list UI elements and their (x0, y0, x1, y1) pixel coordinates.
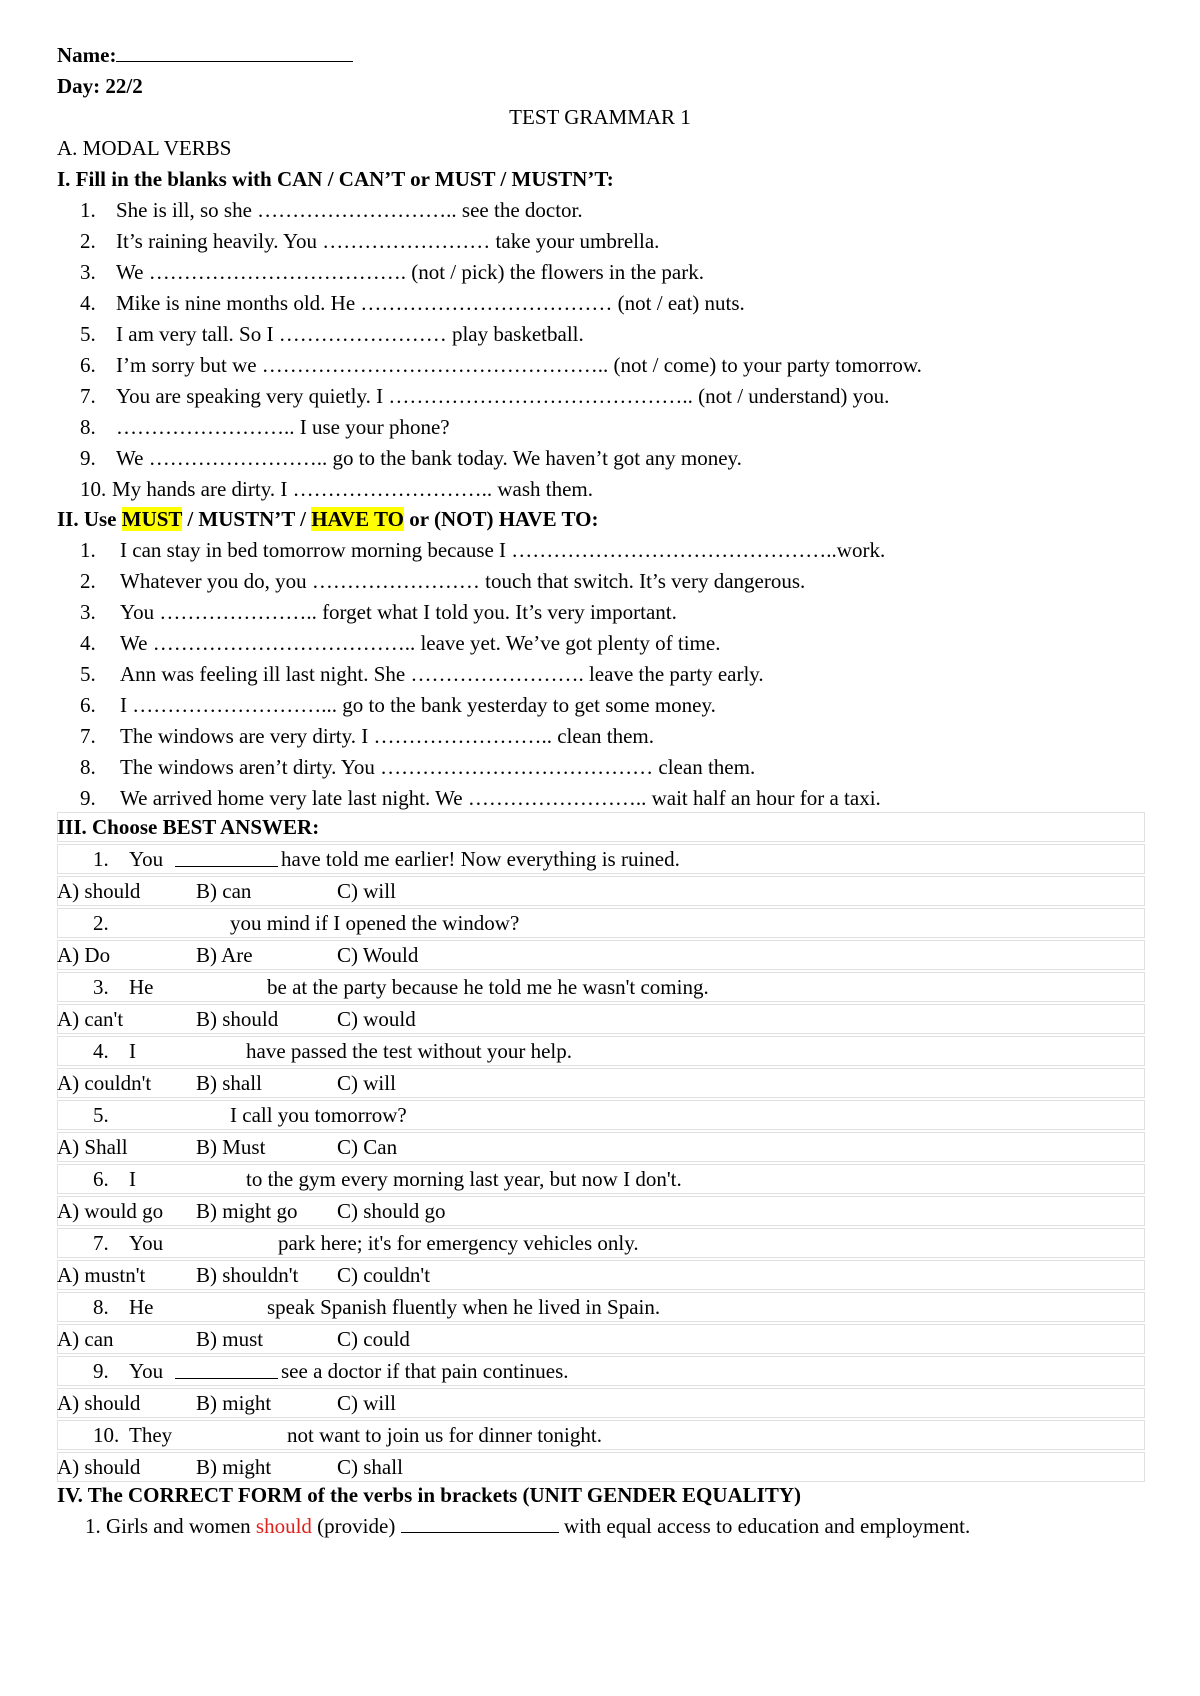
name-label: Name: (57, 43, 117, 67)
part1-item (80, 350, 922, 380)
question-subject: He (129, 975, 154, 999)
option-b[interactable]: B) Must (196, 1135, 266, 1159)
item-number: 9. (80, 786, 96, 810)
have-to-highlight: HAVE TO (311, 507, 405, 531)
option-a[interactable]: A) Shall (57, 1135, 128, 1159)
question-text: have told me earlier! Now everything is ruined. (281, 847, 680, 871)
item-number: 5. (80, 662, 96, 686)
part1-item (80, 319, 584, 349)
question-subject: You (129, 847, 164, 871)
question-subject: He (129, 1295, 154, 1319)
section-a-heading: A. MODAL VERBS (57, 136, 232, 160)
question-number: 1. (93, 847, 109, 871)
option-a[interactable]: A) couldn't (57, 1071, 152, 1095)
part2-item (80, 628, 720, 658)
question-text: you mind if I opened the window? (230, 911, 520, 935)
item-text: …………………….. I use your phone? (116, 415, 450, 439)
question-text: see a doctor if that pain continues. (281, 1359, 569, 1383)
item-number: 2. (80, 229, 96, 253)
question-subject: I (129, 1167, 136, 1191)
question-subject: You (129, 1359, 164, 1383)
question-blank[interactable] (175, 1356, 278, 1379)
item-text: The windows aren’t dirty. You ………………………………… clean them. (120, 755, 756, 779)
question-subject: I (129, 1039, 136, 1063)
item-number: 4. (80, 631, 96, 655)
option-b[interactable]: B) Are (196, 943, 253, 967)
name-blank[interactable] (116, 41, 353, 62)
option-c[interactable]: C) shall (337, 1455, 403, 1479)
question-text: speak Spanish fluently when he lived in Spain. (267, 1295, 661, 1319)
item-text: I ………………………... go to the bank yesterday to get some money. (120, 693, 716, 717)
part2-item (80, 783, 881, 813)
question-number: 7. (93, 1231, 109, 1255)
option-b[interactable]: B) should (196, 1007, 279, 1031)
item-text: Ann was feeling ill last night. She ……………………. leave the party early. (120, 662, 764, 686)
page-title: TEST GRAMMAR 1 (509, 105, 691, 129)
option-a[interactable]: A) can't (57, 1007, 124, 1031)
part2-item (80, 721, 654, 751)
answer-blank[interactable] (401, 1512, 559, 1533)
question-text: I call you tomorrow? (230, 1103, 407, 1127)
part1-item (80, 226, 659, 256)
part1-heading: I. Fill in the blanks with CAN / CAN’T or MUST / MUSTN’T: (57, 167, 614, 191)
option-a[interactable]: A) would go (57, 1199, 164, 1223)
option-b[interactable]: B) might (196, 1455, 272, 1479)
option-a[interactable]: A) mustn't (57, 1263, 146, 1287)
question-row-box (57, 908, 1145, 938)
must-highlight: MUST (121, 507, 183, 531)
question-number: 6. (93, 1167, 109, 1191)
option-a[interactable]: A) should (57, 879, 141, 903)
part1-item (80, 474, 593, 504)
question-number: 9. (93, 1359, 109, 1383)
part4-item-1: 1. Girls and women should (provide) with equal access to education and employment. (85, 1514, 971, 1538)
option-b[interactable]: B) can (196, 879, 252, 903)
item-text: We ………………………………. (not / pick) the flowers in the park. (116, 260, 704, 284)
name-line (57, 40, 353, 70)
question-text: not want to join us for dinner tonight. (287, 1423, 602, 1447)
part2-item (80, 597, 677, 627)
part2-item (80, 752, 755, 782)
option-c[interactable]: C) couldn't (337, 1263, 431, 1287)
item-number: 6. (80, 693, 96, 717)
part4-heading: IV. The CORRECT FORM of the verbs in brackets (UNIT GENDER EQUALITY) (57, 1483, 802, 1507)
item-number: 7. (80, 384, 96, 408)
question-number: 3. (93, 975, 109, 999)
option-b[interactable]: B) must (196, 1327, 264, 1351)
question-blank[interactable] (175, 844, 278, 867)
item-text: Mike is nine months old. He ……………………………… (not / eat) nuts. (116, 291, 745, 315)
option-c[interactable]: C) will (337, 1391, 396, 1415)
item-number: 5. (80, 322, 96, 346)
day-line: Day: 22/2 (57, 74, 143, 98)
part2-heading: II. Use MUST / MUSTN’T / HAVE TO or (NOT) HAVE TO: (57, 507, 599, 531)
item-number: 2. (80, 569, 96, 593)
item-number: 3. (80, 260, 96, 284)
option-b[interactable]: B) might (196, 1391, 272, 1415)
question-number: 4. (93, 1039, 109, 1063)
question-row-box (57, 1036, 1145, 1066)
item-number: 10. (80, 477, 107, 501)
option-c[interactable]: C) would (337, 1007, 416, 1031)
question-number: 8. (93, 1295, 109, 1319)
question-text: to the gym every morning last year, but now I don't. (246, 1167, 682, 1191)
question-text: be at the party because he told me he wasn't coming. (267, 975, 709, 999)
item-text: She is ill, so she ……………………….. see the doctor. (116, 198, 583, 222)
question-subject: They (129, 1423, 173, 1447)
option-c[interactable]: C) should go (337, 1199, 446, 1223)
part1-item (80, 195, 583, 225)
part1-item (80, 381, 889, 411)
option-b[interactable]: B) might go (196, 1199, 298, 1223)
item-text: We ……………………………….. leave yet. We’ve got plenty of time. (120, 631, 721, 655)
part1-item (80, 412, 450, 442)
item-text: I’m sorry but we ………………………………………….. (not / come) to your party tomorrow. (116, 353, 922, 377)
item-number: 1. (80, 198, 96, 222)
part2-item (80, 659, 764, 689)
item-text: We …………………….. go to the bank today. We haven’t got any money. (116, 446, 742, 470)
red-should: should (255, 1514, 312, 1538)
item-number: 3. (80, 600, 96, 624)
question-row-box (57, 1100, 1145, 1130)
option-a[interactable]: A) can (57, 1327, 114, 1351)
item-number: 4. (80, 291, 96, 315)
question-number: 2. (93, 911, 109, 935)
item-text: I can stay in bed tomorrow morning because I ………………………………………..work. (120, 538, 886, 562)
part2-item (80, 566, 805, 596)
item-text: My hands are dirty. I ……………………….. wash them. (112, 477, 593, 501)
item-text: The windows are very dirty. I …………………….. clean them. (120, 724, 655, 748)
part3-heading: III. Choose BEST ANSWER: (57, 815, 320, 839)
option-c[interactable]: C) will (337, 879, 396, 903)
item-number: 9. (80, 446, 96, 470)
question-number: 5. (93, 1103, 109, 1127)
item-text: I am very tall. So I …………………… play basketball. (116, 322, 584, 346)
option-b[interactable]: B) shouldn't (196, 1263, 299, 1287)
option-c[interactable]: C) Would (337, 943, 419, 967)
option-a[interactable]: A) should (57, 1391, 141, 1415)
option-a[interactable]: A) should (57, 1455, 141, 1479)
option-a[interactable]: A) Do (57, 943, 111, 967)
item-text: You are speaking very quietly. I …………………………………….. (not / understand) you. (116, 384, 890, 408)
item-text: Whatever you do, you …………………… touch that switch. It’s very dangerous. (120, 569, 806, 593)
option-c[interactable]: C) could (337, 1327, 410, 1351)
question-text: park here; it's for emergency vehicles only. (278, 1231, 639, 1255)
item-number: 8. (80, 415, 96, 439)
question-subject: You (129, 1231, 164, 1255)
item-number: 8. (80, 755, 96, 779)
part2-item (80, 535, 885, 565)
part1-item (80, 288, 745, 318)
part2-item (80, 690, 716, 720)
option-b[interactable]: B) shall (196, 1071, 262, 1095)
part1-item (80, 257, 704, 287)
part1-item (80, 443, 742, 473)
item-number: 1. (80, 538, 96, 562)
item-number: 7. (80, 724, 96, 748)
question-text: have passed the test without your help. (246, 1039, 573, 1063)
item-text: We arrived home very late last night. We …………………….. wait half an hour for a taxi. (120, 786, 881, 810)
item-text: You ………………….. forget what I told you. It’s very important. (120, 600, 677, 624)
question-number: 10. (93, 1423, 120, 1447)
option-c[interactable]: C) will (337, 1071, 396, 1095)
item-number: 6. (80, 353, 96, 377)
item-text: It’s raining heavily. You …………………… take your umbrella. (116, 229, 660, 253)
option-c[interactable]: C) Can (337, 1135, 398, 1159)
